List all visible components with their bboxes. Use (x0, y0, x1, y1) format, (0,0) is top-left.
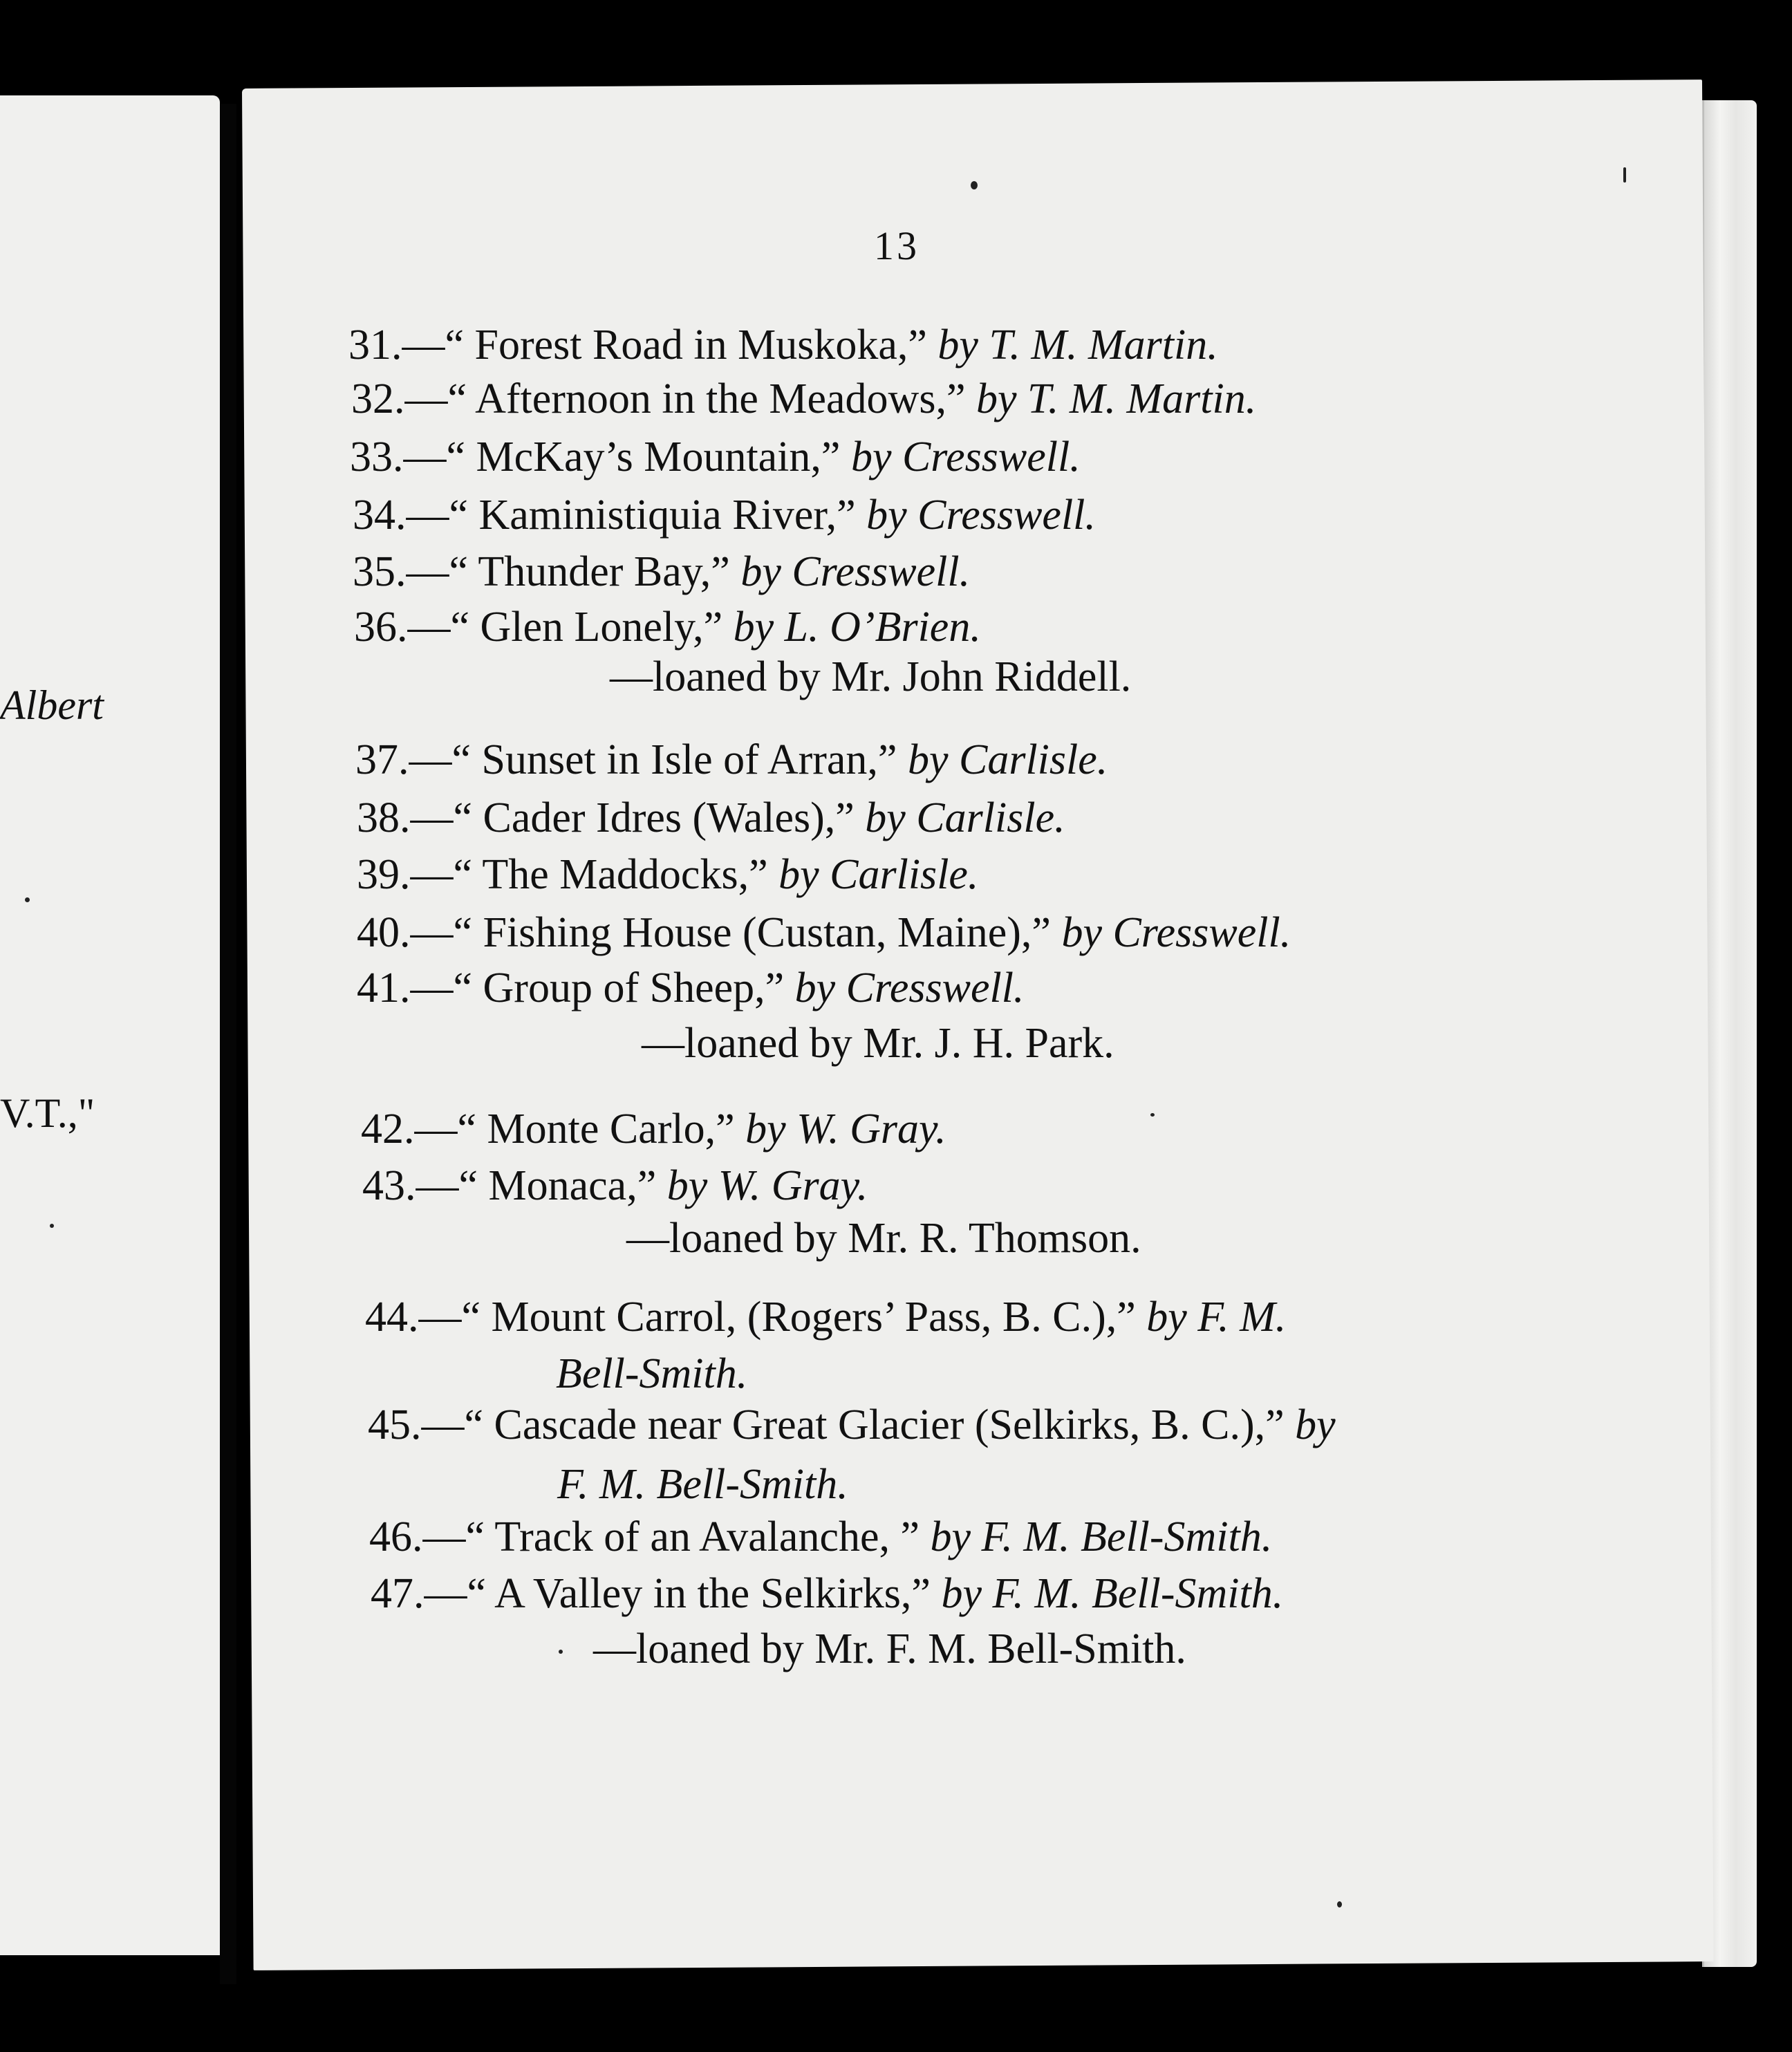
loan-credit: —loaned by Mr. R. Thomson. (626, 1215, 1141, 1262)
loan-credit: —loaned by Mr. F. M. Bell-Smith. (593, 1625, 1186, 1672)
entry-number: 39. (357, 851, 411, 898)
catalogue-entry-36 (354, 606, 981, 649)
entry-continuation: Bell-Smith. (556, 1350, 748, 1397)
entry-artist: by T. M. Martin. (976, 375, 1257, 422)
entry-number: 32. (351, 375, 405, 422)
entry-title: —“ Monte Carlo,” (414, 1106, 735, 1153)
entry-title: —“ Sunset in Isle of Arran,” (409, 736, 897, 783)
catalogue-entry-40 (357, 911, 1291, 954)
catalogue-entry-35 (353, 550, 970, 593)
entry-artist: by L. O’Brien. (733, 604, 981, 651)
catalogue-entry-31 (348, 321, 1218, 369)
catalogue-entry-44 (365, 1296, 1286, 1339)
entry-title: —“ Afternoon in the Meadows,” (404, 375, 966, 422)
entry-title: —“ Cascade near Great Glacier (Selkirks, B. C.),” (421, 1401, 1285, 1448)
entry-number: 36. (354, 604, 408, 651)
catalogue-entry-32 (351, 377, 1256, 420)
entry-number: 34. (353, 492, 407, 539)
catalogue-entry-38 (357, 796, 1065, 839)
entry-title: —“ Track of an Avalanche, ” (422, 1513, 920, 1560)
catalogue-entry-46 (369, 1515, 1272, 1558)
entry-title: —“ McKay’s Mountain,” (403, 433, 841, 481)
entry-artist: by Cresswell. (1061, 909, 1291, 956)
entry-number: 37. (355, 736, 409, 783)
entry-artist: by Cresswell. (740, 548, 971, 595)
entry-artist: by Carlisle. (865, 794, 1065, 841)
entry-artist: by Carlisle. (907, 736, 1108, 783)
entry-artist: by (1295, 1401, 1336, 1448)
entry-title: —“ Mount Carrol, (Rogers’ Pass, B. C.),” (418, 1294, 1136, 1341)
catalogue-entry-39 (357, 853, 978, 896)
page-speck (25, 897, 30, 902)
left-page-fragment-vt: V.T.," (0, 1090, 95, 1136)
entry-number: 47. (371, 1570, 424, 1617)
entry-artist: by Cresswell. (850, 433, 1081, 481)
page-speck (1337, 1901, 1342, 1908)
entry-artist: by F. M. (1146, 1294, 1287, 1341)
entry-artist: by Cresswell. (866, 492, 1096, 539)
entry-artist: by W. Gray. (666, 1162, 868, 1209)
entry-title: —“ Thunder Bay,” (406, 548, 730, 595)
entry-number: 31. (348, 321, 402, 369)
catalogue-entry-37 (355, 738, 1108, 781)
entry-artist: by W. Gray. (745, 1106, 946, 1153)
page-speck (50, 1224, 54, 1228)
loan-credit: —loaned by Mr. J. H. Park. (642, 1020, 1114, 1067)
entry-artist: by F. M. Bell-Smith. (941, 1570, 1284, 1617)
catalogue-entry-34 (353, 494, 1096, 537)
entry-number: 42. (361, 1106, 415, 1153)
entry-title: —“ Monaca,” (416, 1162, 657, 1209)
entry-artist: by F. M. Bell-Smith. (930, 1513, 1273, 1560)
entry-number: 44. (365, 1294, 419, 1341)
catalogue-entry-43 (362, 1164, 868, 1207)
page-speck (1623, 167, 1626, 183)
entry-number: 43. (362, 1162, 416, 1209)
page-speck (559, 1650, 563, 1654)
entry-number: 45. (368, 1401, 422, 1448)
entry-number: 41. (357, 964, 411, 1011)
entry-title: —“ Cader Idres (Wales),” (410, 794, 855, 841)
left-page (0, 95, 220, 1955)
entry-number: 35. (353, 548, 407, 595)
page-number: 13 (874, 223, 920, 268)
entry-artist: by Carlisle. (778, 851, 979, 898)
page-speck (1150, 1113, 1155, 1117)
entry-continuation: F. M. Bell-Smith. (557, 1461, 848, 1508)
entry-title: —“ Fishing House (Custan, Maine),” (410, 909, 1051, 956)
entry-artist: by Cresswell. (794, 964, 1025, 1011)
entry-number: 33. (350, 433, 404, 481)
entry-artist: by T. M. Martin. (937, 321, 1218, 369)
left-page-fragment-albert: Albert (0, 682, 104, 728)
catalogue-entry-45 (368, 1403, 1336, 1446)
catalogue-entry-47 (371, 1572, 1283, 1615)
entry-title: —“ Group of Sheep,” (410, 964, 785, 1011)
catalogue-entry-42 (361, 1106, 946, 1153)
entry-title: —“ A Valley in the Selkirks,” (424, 1570, 931, 1617)
loan-credit: —loaned by Mr. John Riddell. (610, 653, 1132, 700)
entry-number: 38. (357, 794, 411, 841)
entry-title: —“ Glen Lonely,” (407, 604, 723, 651)
catalogue-entry-33 (350, 433, 1081, 481)
book-spine (220, 104, 236, 1984)
entry-title: —“ Kaministiquia River,” (406, 492, 856, 539)
catalogue-entry-41 (357, 964, 1025, 1011)
entry-title: —“ Forest Road in Muskoka,” (402, 321, 927, 369)
entry-number: 46. (369, 1513, 423, 1560)
entry-number: 40. (357, 909, 411, 956)
entry-title: —“ The Maddocks,” (410, 851, 768, 898)
page-speck (971, 181, 978, 189)
